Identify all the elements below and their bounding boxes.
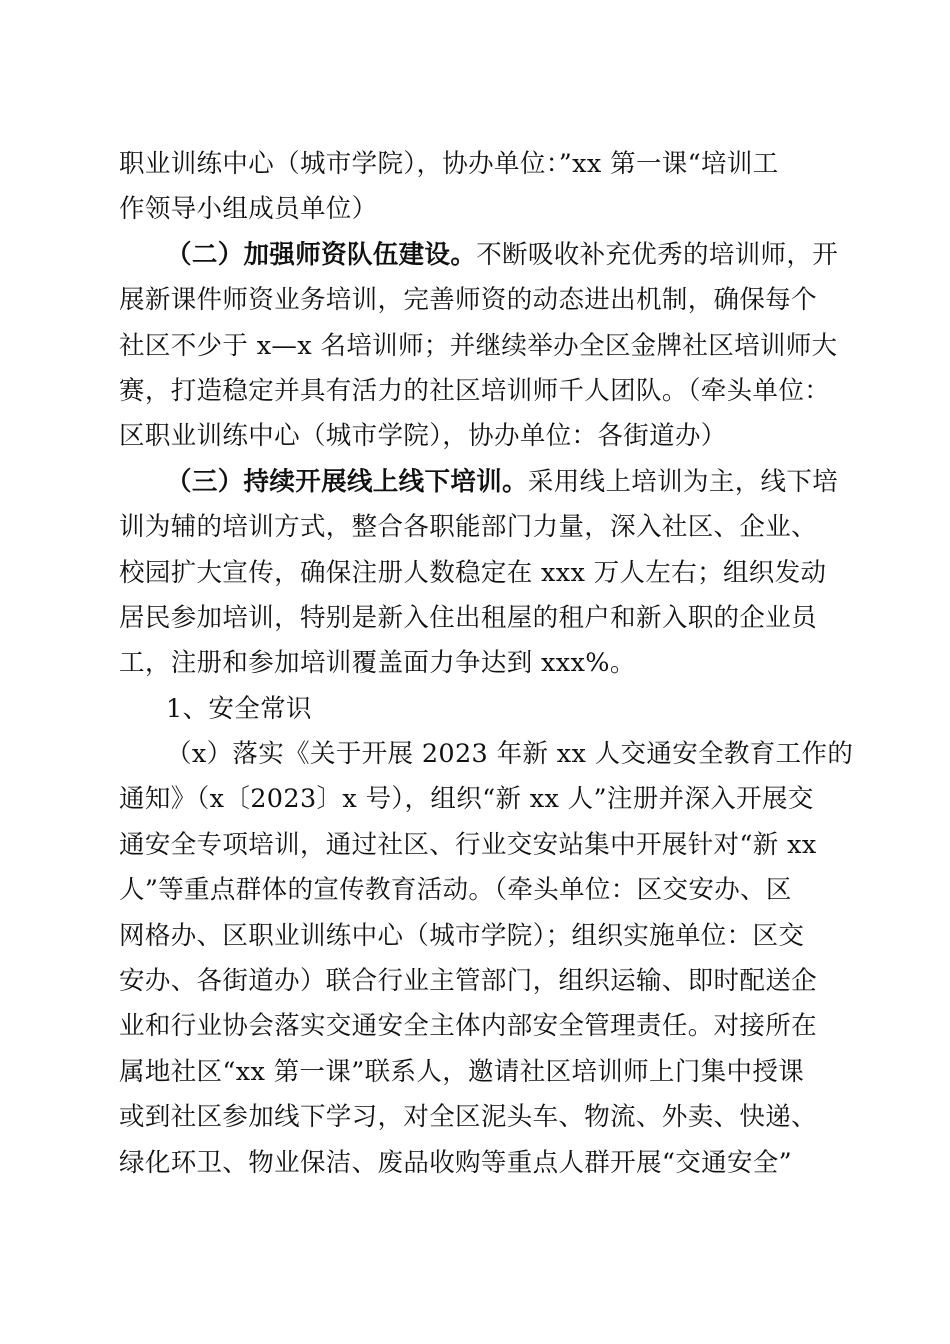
text-line (119, 1004, 839, 1049)
text-segment: 作领导小组成员单位） (119, 194, 378, 225)
text-segment: 1、安全常识 (166, 693, 312, 724)
text-segment: 通知》（x〔2023〕x 号），组织“新 xx 人”注册并深入开展交 (119, 784, 814, 815)
text-segment: 不断吸收补充优秀的培训师，开 (476, 239, 839, 270)
document-body (119, 142, 854, 1186)
text-line (119, 233, 839, 278)
text-line (119, 914, 839, 959)
text-line (119, 1141, 839, 1186)
text-line (119, 278, 839, 323)
text-line (119, 414, 839, 459)
text-line (119, 732, 854, 777)
text-segment: 展新课件师资业务培训，完善师资的动态进出机制，确保每个 (119, 285, 817, 316)
text-segment: 训为辅的培训方式，整合各职能部门力量，深入社区、企业、 (119, 512, 817, 543)
text-line (119, 142, 839, 187)
text-segment: 社区不少于 x—x 名培训师；并继续举办全区金牌社区培训师大 (119, 330, 838, 361)
text-line (119, 551, 839, 596)
text-line (119, 596, 839, 641)
text-line (119, 1095, 839, 1140)
text-line (119, 505, 839, 550)
text-segment: 或到社区参加线下学习，对全区泥头车、物流、外卖、快递、 (119, 1102, 817, 1133)
section-heading: （二）加强师资队伍建设。 (166, 239, 477, 270)
section-heading: （三）持续开展线上线下培训。 (166, 466, 528, 497)
text-segment: 采用线上培训为主，线下培 (527, 466, 839, 497)
text-line (119, 777, 839, 822)
text-segment: 校园扩大宣传，确保注册人数稳定在 xxx 万人左右；组织发动 (119, 557, 827, 588)
text-segment: （x）落实《关于开展 2023 年新 xx 人交通安全教育工作的 (166, 739, 854, 770)
text-line (119, 369, 839, 414)
text-line (119, 959, 839, 1004)
text-segment: 工，注册和参加培训覆盖面力争达到 xxx%。 (119, 648, 636, 679)
text-segment: 通安全专项培训，通过社区、行业交安站集中开展针对“新 xx (119, 829, 817, 860)
text-segment: 安办、各街道办）联合行业主管部门，组织运输、即时配送企 (119, 966, 817, 997)
text-segment: 居民参加培训，特别是新入住出租屋的租户和新入职的企业员 (119, 602, 817, 633)
text-line (119, 324, 839, 369)
text-segment: 区职业训练中心（城市学院），协办单位：各街道办） (119, 421, 727, 452)
text-line (119, 641, 839, 686)
text-line (119, 460, 839, 505)
text-line (119, 187, 839, 232)
text-segment: 属地社区“xx 第一课”联系人，邀请社区培训师上门集中授课 (119, 1056, 805, 1087)
text-line (119, 823, 839, 868)
text-line (119, 687, 839, 732)
text-segment: 人”等重点群体的宣传教育活动。（牵头单位：区交安办、区 (119, 875, 792, 906)
text-line (119, 868, 839, 913)
text-segment: 绿化环卫、物业保洁、废品收购等重点人群开展“交通安全” (119, 1147, 793, 1178)
text-segment: 赛，打造稳定并具有活力的社区培训师千人团队。（牵头单位： (119, 375, 831, 406)
text-segment: 网格办、区职业训练中心（城市学院）；组织实施单位：区交 (119, 920, 805, 951)
text-segment: 职业训练中心（城市学院），协办单位：”xx 第一课“培训工 (119, 149, 779, 179)
text-line (119, 1050, 839, 1095)
text-segment: 业和行业协会落实交通安全主体内部安全管理责任。对接所在 (119, 1011, 817, 1042)
